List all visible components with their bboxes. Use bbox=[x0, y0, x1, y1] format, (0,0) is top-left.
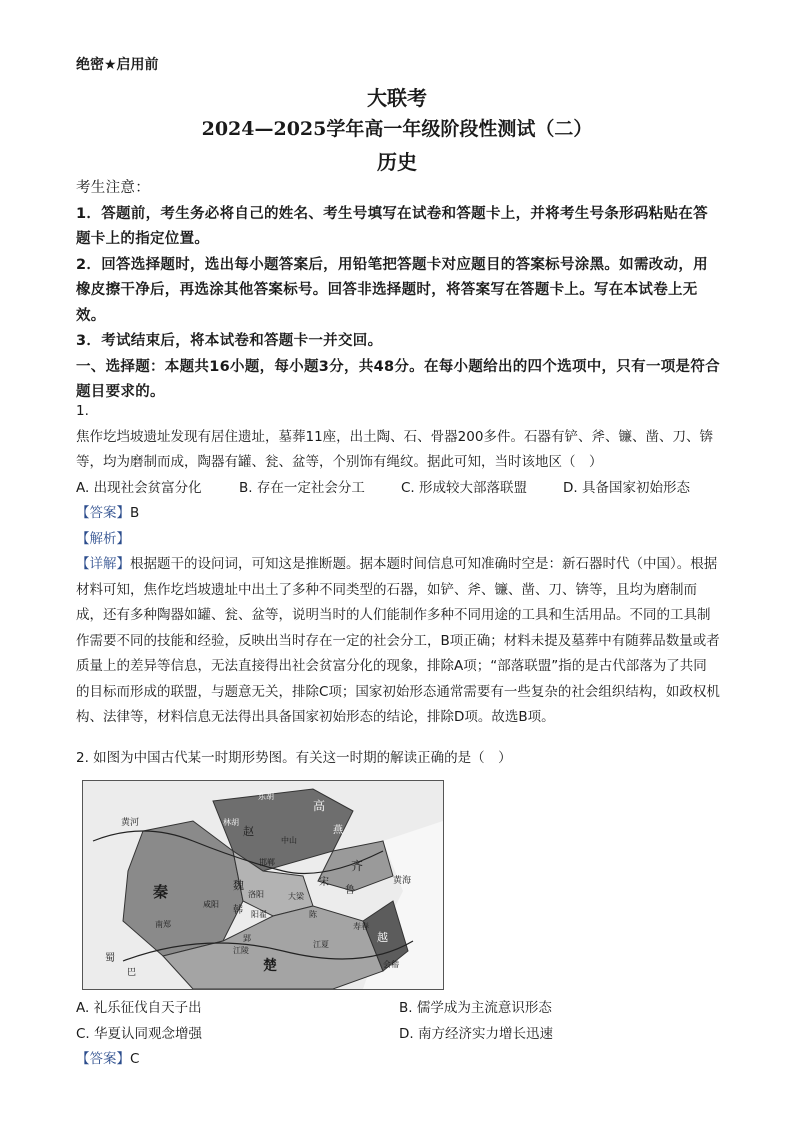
detail-text: 根据题干的设问词，可知这是推断题。据本题时间信息可知准确时空是：新石器时代（中国）。根据材料可知，焦作圪垱坡遗址中出土了多种不同类型的石器，如铲、斧、镰、凿、刀、锛等，且均为磨制而成，还有多种陶器如罐、瓮、盆等，说明当时的人们能制作多种不同用途的工具和生活用品。不同的工具制作需要不同的技能和经验，反映出当时存在一定的社会分工，B项正确；材料未提及墓葬中有随葬品数量或者质量上的差异等信息，无法直接得出社会贫富分化的现象，排除A项；“部落联盟”指的是古代部落为了共同的目标而形成的联盟，与题意无关，排除C项；国家初始形态通常需要有一些复杂的社会组织结构，如政权机构、法律等，材料信息无法得出具备国家初始形态的结论，排除D项。故选B项。 bbox=[76, 556, 720, 725]
map-label-lu: 鲁 bbox=[345, 885, 355, 896]
detail-tag: 【详解】 bbox=[76, 556, 130, 572]
exam-notice bbox=[76, 176, 720, 406]
option-list bbox=[76, 476, 720, 502]
detail-paragraph bbox=[76, 552, 720, 731]
map-label-shouchun: 寿春 bbox=[353, 922, 369, 931]
map-label-han: 韩 bbox=[233, 905, 243, 916]
map-label-shu: 蜀 bbox=[105, 953, 115, 964]
option-a: A. 出现社会贫富分化 bbox=[76, 479, 202, 496]
map-label-qi: 齐 bbox=[351, 859, 364, 873]
map-label-yangdi: 阳翟 bbox=[251, 910, 267, 919]
analysis-tag: 【解析】 bbox=[76, 530, 130, 547]
notice-item: 2．回答选择题时，选出每小题答案后，用铅笔把答题卡对应题目的答案标号涂黑。如需改动，用橡皮擦干净后，再选涂其他答案标号。回答非选择题时，将答案写在答题卡上。写在本试卷上无效。 bbox=[76, 256, 708, 324]
historical-map bbox=[82, 780, 444, 990]
question-stem: 焦作圪垱坡遗址发现有居住遗址，墓葬11座，出土陶、石、骨器200多件。石器有铲、斧、镰、凿、刀、锛等，均为磨制而成，陶器有罐、瓮、盆等，个别饰有绳纹。据此可知，当时该地区（ ） bbox=[76, 428, 713, 470]
notice-item: 3．考试结束后，将本试卷和答题卡一并交回。 bbox=[76, 333, 383, 349]
option-b: B. 儒学成为主流意识形态 bbox=[399, 1000, 552, 1016]
map-label-daliang: 大梁 bbox=[288, 892, 304, 901]
subject-title: 历史 bbox=[377, 150, 417, 174]
answer-line bbox=[76, 501, 720, 527]
map-label-kuaiji: 会稽 bbox=[383, 960, 399, 969]
map-label-jiangling: 江陵 bbox=[233, 946, 249, 955]
map-label-luoyang: 洛阳 bbox=[248, 890, 264, 899]
map-label-zhao: 赵 bbox=[243, 825, 254, 838]
question-2-options bbox=[76, 996, 720, 1073]
notice-item: 1．答题前，考生务必将自己的姓名、考生号填写在试卷和答题卡上，并将考生号条形码粘贴在答题卡上的指定位置。 bbox=[76, 205, 708, 247]
question-number: 1. bbox=[76, 403, 89, 419]
map-label-xianyang: 咸阳 bbox=[203, 900, 219, 909]
map-label-gao: 高 bbox=[313, 799, 326, 813]
section-heading: 一、选择题：本题共16小题，每小题3分，共48分。在每小题给出的四个选项中，只有一项是符合题目要求的。 bbox=[76, 358, 720, 400]
answer-value: C bbox=[130, 1051, 140, 1067]
map-label-ying: 郢 bbox=[243, 934, 251, 943]
map-label-jiangxia: 江夏 bbox=[313, 940, 329, 949]
answer-tag: 【答案】 bbox=[76, 505, 130, 521]
option-row bbox=[76, 1022, 720, 1048]
notice-heading: 考生注意： bbox=[76, 180, 150, 196]
map-label-ba: 巴 bbox=[127, 968, 137, 978]
map-label-nanzheng: 南郑 bbox=[155, 920, 171, 929]
confidential-mark: 绝密★启用前 bbox=[76, 57, 159, 73]
answer-tag: 【答案】 bbox=[76, 1051, 130, 1067]
map-label-handan: 邯郸 bbox=[259, 858, 275, 867]
map-label-chu: 楚 bbox=[263, 958, 277, 974]
option-b: B. 存在一定社会分工 bbox=[239, 479, 365, 496]
question-1 bbox=[76, 399, 720, 731]
map-label-qin: 秦 bbox=[153, 883, 169, 901]
analysis-line bbox=[76, 527, 720, 553]
map-label-chen: 陈 bbox=[309, 910, 317, 919]
map-label-yue: 越 bbox=[377, 931, 388, 944]
option-d: D. 南方经济实力增长迅速 bbox=[399, 1025, 553, 1042]
option-c: C. 形成较大部落联盟 bbox=[401, 479, 528, 496]
exam-name: 大联考 bbox=[367, 86, 427, 110]
map-label-linhu: 林胡 bbox=[223, 818, 239, 827]
map-label-huanghai: 黄海 bbox=[393, 876, 412, 886]
map-label-zhongshan: 中山 bbox=[281, 836, 297, 845]
option-a: A. 礼乐征伐自天子出 bbox=[76, 1000, 202, 1016]
exam-title: 2024—2025学年高一年级阶段性测试（二） bbox=[201, 118, 593, 140]
map-label-huanghe: 黄河 bbox=[121, 818, 140, 828]
answer-line bbox=[76, 1047, 720, 1073]
option-row bbox=[76, 996, 720, 1022]
answer-value: B bbox=[130, 505, 140, 521]
map-label-yan: 燕 bbox=[333, 825, 343, 836]
option-d: D. 具备国家初始形态 bbox=[563, 479, 690, 496]
map-label-donghu: 东胡 bbox=[258, 792, 274, 801]
map-label-wei: 魏 bbox=[233, 879, 244, 892]
question-2-stem: 2. 如图为中国古代某一时期形势图。有关这一时期的解读正确的是（ ） bbox=[76, 750, 512, 766]
map-label-song: 宋 bbox=[319, 877, 329, 888]
option-c: C. 华夏认同观念增强 bbox=[76, 1025, 203, 1042]
